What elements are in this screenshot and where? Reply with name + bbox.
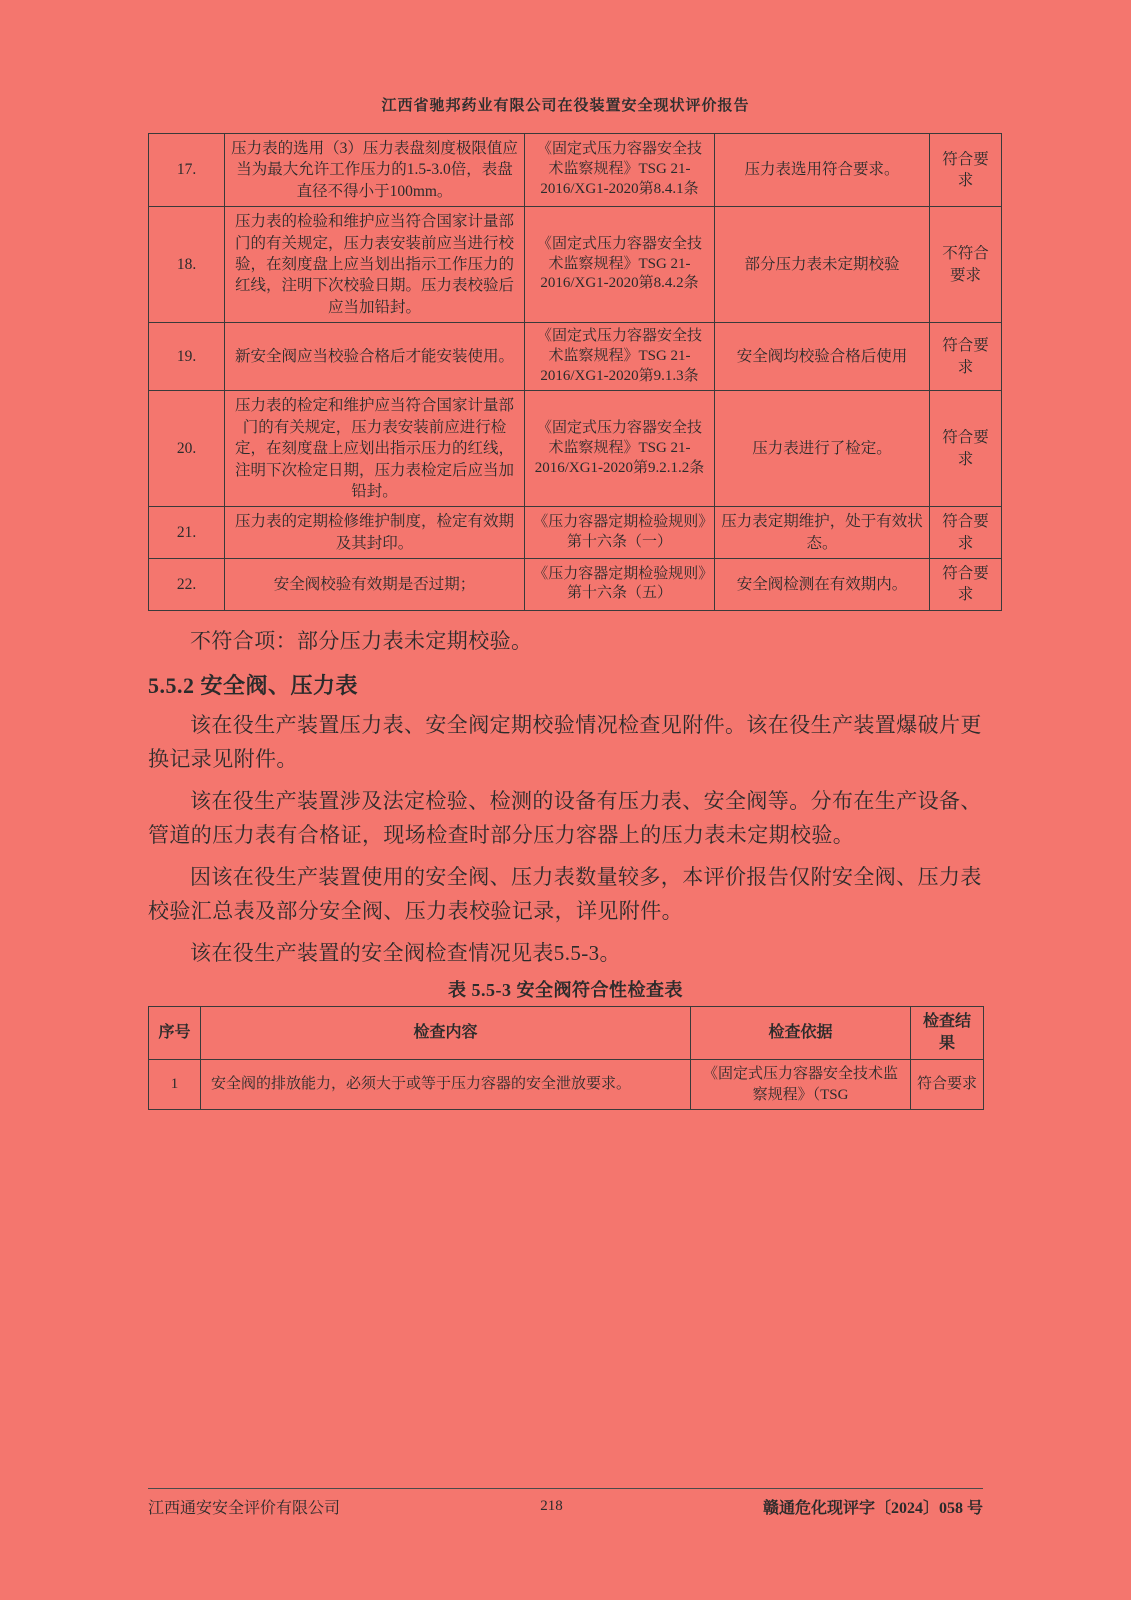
row-no: 17. — [149, 134, 225, 207]
footer-doc-number: 赣通危化现评字〔2024〕058 号 — [762, 1500, 983, 1517]
page-number: 218 — [540, 1498, 563, 1514]
row-no: 19. — [149, 323, 225, 391]
paragraph-3: 因该在役生产装置使用的安全阀、压力表数量较多，本评价报告仅附安全阀、压力表校验汇总表及部分安全阀、压力表校验记录，详见附件。 — [148, 864, 982, 923]
row-result: 安全阀均校验合格后使用 — [715, 323, 930, 391]
row-content: 压力表的选用（3）压力表盘刻度极限值应当为最大允许工作压力的1.5-3.0倍，表盘直径不得小于100mm。 — [225, 134, 525, 207]
row-basis: 《压力容器定期检验规则》第十六条（一） — [525, 507, 715, 559]
table-caption: 表 5.5-3 安全阀符合性检查表 — [448, 979, 683, 1000]
row-content: 压力表的定期检修维护制度，检定有效期及其封印。 — [225, 507, 525, 559]
safety-valve-check-table — [148, 1006, 984, 1111]
table-row — [149, 391, 1002, 507]
paragraph-2: 该在役生产装置涉及法定检验、检测的设备有压力表、安全阀等。分布在生产设备、管道的压力表有合格证，现场检查时部分压力容器上的压力表未定期校验。 — [148, 788, 982, 847]
row-basis: 《固定式压力容器安全技术监察规程》（TSG — [691, 1060, 911, 1110]
row-content: 安全阀校验有效期是否过期； — [225, 559, 525, 611]
table-row — [149, 559, 1002, 611]
footer-company: 江西通安安全评价有限公司 — [148, 1500, 341, 1517]
row-no: 21. — [149, 507, 225, 559]
table-row — [149, 507, 1002, 559]
table-row — [149, 207, 1002, 323]
row-basis: 《固定式压力容器安全技术监察规程》TSG 21-2016/XG1-2020第9.2.1.2条 — [525, 391, 715, 507]
row-no: 20. — [149, 391, 225, 507]
row-no: 18. — [149, 207, 225, 323]
row-result: 符合要求 — [911, 1060, 984, 1110]
row-result: 压力表定期维护，处于有效状态。 — [715, 507, 930, 559]
row-judge: 符合要求 — [930, 559, 1002, 611]
row-result: 压力表进行了检定。 — [715, 391, 930, 507]
row-judge: 符合要求 — [930, 391, 1002, 507]
page-footer — [148, 1488, 983, 1518]
row-judge: 符合要求 — [930, 134, 1002, 207]
paragraph-1: 该在役生产装置压力表、安全阀定期校验情况检查见附件。该在役生产装置爆破片更换记录见附件。 — [148, 712, 982, 771]
row-basis: 《压力容器定期检验规则》第十六条（五） — [525, 559, 715, 611]
row-judge: 符合要求 — [930, 507, 1002, 559]
row-content: 安全阀的排放能力，必须大于或等于压力容器的安全泄放要求。 — [201, 1060, 691, 1110]
page-header: 江西省驰邦药业有限公司在役装置安全现状评价报告 — [381, 98, 750, 114]
header-basis: 检查依据 — [691, 1006, 911, 1059]
row-content: 新安全阀应当校验合格后才能安装使用。 — [225, 323, 525, 391]
table-row — [149, 134, 1002, 207]
row-judge: 不符合要求 — [930, 207, 1002, 323]
row-basis: 《固定式压力容器安全技术监察规程》TSG 21-2016/XG1-2020第8.4.2条 — [525, 207, 715, 323]
row-result: 部分压力表未定期校验 — [715, 207, 930, 323]
table-row — [149, 1060, 984, 1110]
table-row — [149, 323, 1002, 391]
row-content: 压力表的检定和维护应当符合国家计量部门的有关规定，压力表安装前应进行检定，在刻度盘上应划出指示压力的红线，注明下次检定日期，压力表检定后应当加铅封。 — [225, 391, 525, 507]
header-result: 检查结果 — [911, 1006, 984, 1059]
row-content: 压力表的检验和维护应当符合国家计量部门的有关规定，压力表安装前应当进行校验，在刻度盘上应当划出指示工作压力的红线，注明下次校验日期。压力表校验后应当加铅封。 — [225, 207, 525, 323]
compliance-check-table-1 — [148, 133, 1002, 611]
row-basis: 《固定式压力容器安全技术监察规程》TSG 21-2016/XG1-2020第9.1.3条 — [525, 323, 715, 391]
table-header-row — [149, 1006, 984, 1059]
paragraph-4: 该在役生产装置的安全阀检查情况见表5.5-3。 — [190, 940, 621, 965]
row-judge: 符合要求 — [930, 323, 1002, 391]
header-content: 检查内容 — [201, 1006, 691, 1059]
row-result: 压力表选用符合要求。 — [715, 134, 930, 207]
row-no: 22. — [149, 559, 225, 611]
row-basis: 《固定式压力容器安全技术监察规程》TSG 21-2016/XG1-2020第8.4.1条 — [525, 134, 715, 207]
section-heading: 5.5.2 安全阀、压力表 — [148, 672, 359, 698]
row-result: 安全阀检测在有效期内。 — [715, 559, 930, 611]
nonconformity-note: 不符合项：部分压力表未定期校验。 — [190, 628, 533, 653]
header-no: 序号 — [149, 1006, 201, 1059]
row-no: 1 — [149, 1060, 201, 1110]
